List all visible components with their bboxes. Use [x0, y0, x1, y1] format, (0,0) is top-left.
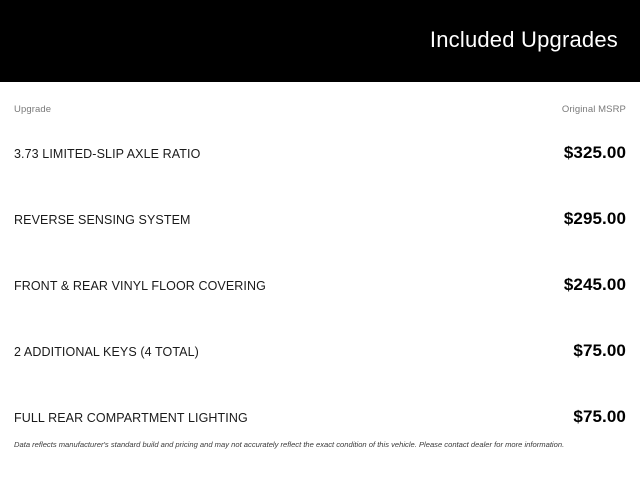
upgrade-name: 2 ADDITIONAL KEYS (4 TOTAL): [14, 345, 199, 359]
upgrades-table: [0, 82, 640, 455]
table-row: [14, 323, 626, 389]
upgrade-name: 3.73 LIMITED-SLIP AXLE RATIO: [14, 147, 201, 161]
page-title: Included Upgrades: [429, 27, 618, 52]
upgrade-name: FULL REAR COMPARTMENT LIGHTING: [14, 411, 248, 425]
upgrade-name: REVERSE SENSING SYSTEM: [14, 213, 191, 227]
table-row: [14, 257, 626, 323]
upgrade-price: $245.00: [563, 275, 626, 294]
table-body: [14, 125, 626, 455]
column-header-upgrade: Upgrade: [14, 104, 52, 115]
upgrade-price: $75.00: [573, 407, 626, 426]
upgrade-price: $325.00: [563, 143, 626, 162]
upgrade-price: $75.00: [573, 341, 626, 360]
disclaimer-text: Data reflects manufacturer's standard build and pricing and may not accurately reflect the exact condition of this vehicle. Please contact dealer for more information.: [14, 440, 565, 449]
upgrade-price: $295.00: [563, 209, 626, 228]
table-row: [14, 191, 626, 257]
page-header: [0, 0, 640, 82]
column-header-msrp: Original MSRP: [561, 104, 626, 115]
table-row: [14, 125, 626, 191]
upgrade-name: FRONT & REAR VINYL FLOOR COVERING: [14, 279, 266, 293]
table-header-row: [14, 82, 626, 119]
